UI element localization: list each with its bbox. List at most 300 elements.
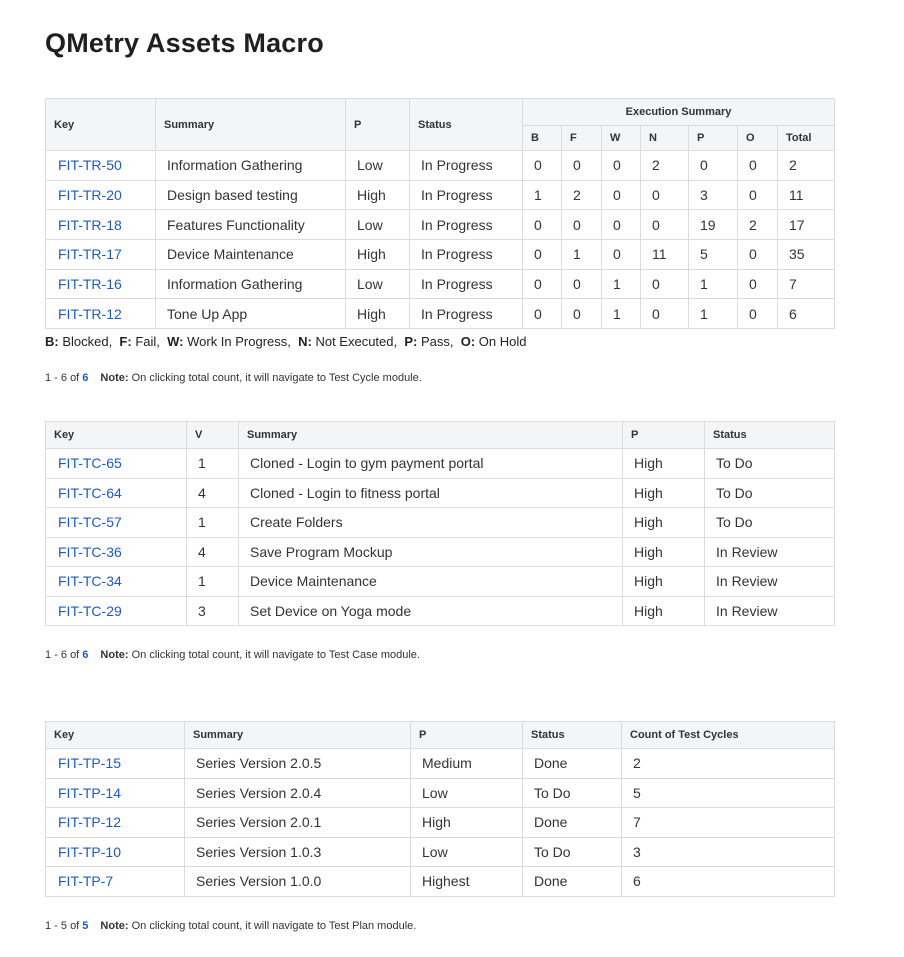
status-cell bbox=[705, 537, 835, 567]
priority-cell bbox=[411, 778, 523, 808]
count-cell bbox=[622, 778, 835, 808]
status-cell bbox=[410, 240, 523, 270]
summary-cell bbox=[185, 837, 411, 867]
priority-cell-value: Low bbox=[357, 276, 383, 293]
summary-cell bbox=[156, 269, 346, 299]
key-cell bbox=[46, 299, 156, 329]
header-status[interactable]: Status bbox=[523, 722, 622, 749]
priority-cell-value: Low bbox=[422, 843, 448, 860]
blocked-cell-value: 1 bbox=[534, 187, 542, 204]
on-hold-cell bbox=[738, 299, 778, 329]
priority-cell-value: High bbox=[634, 484, 663, 501]
key-link[interactable]: FIT-TR-17 bbox=[58, 246, 122, 263]
legend-text: Pass, bbox=[417, 334, 461, 349]
summary-cell-value: Information Gathering bbox=[167, 157, 303, 174]
not-executed-cell bbox=[641, 299, 689, 329]
priority-cell-value: High bbox=[357, 187, 386, 204]
header-total: Total bbox=[778, 126, 835, 151]
summary-cell bbox=[156, 299, 346, 329]
priority-cell bbox=[623, 449, 705, 479]
pass-cell bbox=[689, 151, 738, 181]
legend-text: On Hold bbox=[475, 334, 527, 349]
key-link[interactable]: FIT-TP-7 bbox=[58, 873, 114, 890]
summary-cell-value: Create Folders bbox=[250, 514, 343, 531]
key-cell bbox=[46, 269, 156, 299]
key-link[interactable]: FIT-TR-16 bbox=[58, 276, 122, 293]
blocked-cell-value: 0 bbox=[534, 305, 542, 322]
wip-cell-value: 0 bbox=[613, 246, 621, 263]
key-cell bbox=[46, 867, 185, 897]
summary-cell bbox=[185, 808, 411, 838]
legend-text: Fail, bbox=[131, 334, 168, 349]
summary-cell-value: Cloned - Login to gym payment portal bbox=[250, 455, 484, 472]
not-executed-cell-value: 0 bbox=[652, 305, 660, 322]
header-summary[interactable]: Summary bbox=[239, 422, 623, 449]
note-text: On clicking total count, it will navigate to Test Cycle module. bbox=[128, 372, 422, 384]
version-cell bbox=[187, 508, 239, 538]
test-cycle-table bbox=[45, 98, 835, 329]
status-cell-value: To Do bbox=[716, 514, 753, 531]
version-cell-value: 3 bbox=[198, 602, 206, 619]
note-label: Note: bbox=[100, 649, 129, 661]
status-cell bbox=[523, 808, 622, 838]
table-row bbox=[46, 749, 835, 779]
key-cell bbox=[46, 478, 187, 508]
not-executed-cell bbox=[641, 269, 689, 299]
table-row bbox=[46, 449, 835, 479]
fail-cell-value: 0 bbox=[573, 216, 581, 233]
table-row bbox=[46, 151, 835, 181]
summary-cell-value: Set Device on Yoga mode bbox=[250, 602, 412, 619]
legend-text: Blocked, bbox=[58, 334, 120, 349]
status-cell-value: In Progress bbox=[421, 187, 493, 204]
total-cell bbox=[778, 210, 835, 240]
table-row bbox=[46, 567, 835, 597]
table-row bbox=[46, 778, 835, 808]
status-cell bbox=[523, 778, 622, 808]
key-link[interactable]: FIT-TR-50 bbox=[58, 157, 122, 174]
priority-cell bbox=[623, 596, 705, 626]
pager-total-link[interactable]: 5 bbox=[82, 920, 89, 932]
pass-cell bbox=[689, 210, 738, 240]
not-executed-cell bbox=[641, 151, 689, 181]
header-key[interactable]: Key bbox=[46, 99, 156, 151]
header-priority[interactable]: P bbox=[623, 422, 705, 449]
status-cell-value: In Progress bbox=[421, 246, 493, 263]
blocked-cell bbox=[523, 210, 562, 240]
summary-cell bbox=[185, 778, 411, 808]
priority-cell-value: High bbox=[634, 543, 663, 560]
priority-cell-value: Low bbox=[422, 784, 448, 801]
legend-abbr: O: bbox=[460, 334, 476, 349]
test-case-pager bbox=[45, 649, 420, 661]
blocked-cell bbox=[523, 240, 562, 270]
not-executed-cell-value: 0 bbox=[652, 216, 660, 233]
summary-cell bbox=[185, 749, 411, 779]
key-link[interactable]: FIT-TP-10 bbox=[58, 843, 122, 860]
status-cell bbox=[705, 596, 835, 626]
version-cell bbox=[187, 567, 239, 597]
table-row bbox=[46, 240, 835, 270]
summary-cell-value: Design based testing bbox=[167, 187, 298, 204]
total-cell-value[interactable]: 2 bbox=[789, 157, 797, 174]
key-cell bbox=[46, 151, 156, 181]
fail-cell bbox=[562, 210, 602, 240]
total-cell bbox=[778, 299, 835, 329]
summary-cell-value: Cloned - Login to fitness portal bbox=[250, 484, 440, 501]
pager-total-link[interactable]: 6 bbox=[82, 372, 89, 384]
status-cell bbox=[705, 508, 835, 538]
pager-total-link[interactable]: 6 bbox=[82, 649, 89, 661]
not-executed-cell-value: 0 bbox=[652, 187, 660, 204]
legend-abbr: W: bbox=[167, 334, 184, 349]
header-priority[interactable]: P bbox=[411, 722, 523, 749]
key-link[interactable]: FIT-TP-12 bbox=[58, 814, 122, 831]
header-status[interactable]: Status bbox=[410, 99, 523, 151]
priority-cell-value: High bbox=[634, 602, 663, 619]
pass-cell-value: 1 bbox=[700, 276, 708, 293]
status-cell bbox=[523, 749, 622, 779]
priority-cell bbox=[346, 240, 410, 270]
priority-cell bbox=[346, 210, 410, 240]
pass-cell-value: 0 bbox=[700, 157, 708, 174]
summary-cell bbox=[239, 537, 623, 567]
fail-cell-value: 2 bbox=[573, 187, 581, 204]
total-cell bbox=[778, 269, 835, 299]
priority-cell-value: High bbox=[357, 246, 386, 263]
wip-cell bbox=[602, 299, 641, 329]
table-row bbox=[46, 867, 835, 897]
blocked-cell bbox=[523, 299, 562, 329]
blocked-cell-value: 0 bbox=[534, 216, 542, 233]
fail-cell bbox=[562, 180, 602, 210]
table-row bbox=[46, 596, 835, 626]
blocked-cell bbox=[523, 269, 562, 299]
header-not-executed: N bbox=[641, 126, 689, 151]
summary-cell-value: Series Version 1.0.3 bbox=[196, 843, 322, 860]
summary-cell bbox=[239, 449, 623, 479]
pass-cell bbox=[689, 240, 738, 270]
wip-cell bbox=[602, 151, 641, 181]
status-cell bbox=[410, 210, 523, 240]
summary-cell bbox=[156, 151, 346, 181]
key-link[interactable]: FIT-TC-64 bbox=[58, 484, 122, 501]
blocked-cell-value: 0 bbox=[534, 157, 542, 174]
total-cell-value[interactable]: 7 bbox=[789, 276, 797, 293]
not-executed-cell-value: 0 bbox=[652, 276, 660, 293]
status-cell bbox=[705, 567, 835, 597]
status-cell-value: In Review bbox=[716, 573, 778, 590]
total-cell-value[interactable]: 35 bbox=[789, 246, 805, 263]
on-hold-cell bbox=[738, 151, 778, 181]
status-cell bbox=[523, 867, 622, 897]
test-plan-pager bbox=[45, 920, 416, 932]
priority-cell bbox=[411, 867, 523, 897]
pass-cell bbox=[689, 269, 738, 299]
fail-cell bbox=[562, 151, 602, 181]
priority-cell bbox=[623, 478, 705, 508]
header-priority[interactable]: P bbox=[346, 99, 410, 151]
total-cell-value[interactable]: 17 bbox=[789, 216, 805, 233]
on-hold-cell bbox=[738, 240, 778, 270]
version-cell bbox=[187, 596, 239, 626]
status-cell-value: Done bbox=[534, 873, 568, 890]
priority-cell bbox=[411, 808, 523, 838]
on-hold-cell-value: 0 bbox=[749, 305, 757, 322]
wip-cell-value: 0 bbox=[613, 157, 621, 174]
key-link[interactable]: FIT-TC-65 bbox=[58, 455, 122, 472]
fail-cell bbox=[562, 299, 602, 329]
not-executed-cell-value: 2 bbox=[652, 157, 660, 174]
status-cell-value: In Progress bbox=[421, 216, 493, 233]
key-link[interactable]: FIT-TC-29 bbox=[58, 602, 122, 619]
wip-cell bbox=[602, 240, 641, 270]
total-cell-value[interactable]: 6 bbox=[789, 305, 797, 322]
pager-range: 1 - 6 of bbox=[45, 649, 83, 661]
header-key[interactable]: Key bbox=[46, 722, 185, 749]
status-cell bbox=[705, 478, 835, 508]
count-cell bbox=[622, 837, 835, 867]
table-row bbox=[46, 180, 835, 210]
total-cell bbox=[778, 151, 835, 181]
key-link[interactable]: FIT-TC-36 bbox=[58, 543, 122, 560]
on-hold-cell-value: 0 bbox=[749, 276, 757, 293]
priority-cell-value: Highest bbox=[422, 873, 470, 890]
on-hold-cell-value: 0 bbox=[749, 157, 757, 174]
status-cell-value: To Do bbox=[534, 843, 571, 860]
status-cell-value: Done bbox=[534, 755, 568, 772]
on-hold-cell-value: 2 bbox=[749, 216, 757, 233]
execution-legend bbox=[45, 334, 526, 349]
count-cell-value: 6 bbox=[633, 873, 641, 890]
version-cell-value: 1 bbox=[198, 514, 206, 531]
page-title: QMetry Assets Macro bbox=[45, 28, 324, 58]
header-count-test-cycles[interactable]: Count of Test Cycles bbox=[622, 722, 835, 749]
test-case-table bbox=[45, 421, 835, 626]
blocked-cell-value: 0 bbox=[534, 276, 542, 293]
priority-cell bbox=[623, 508, 705, 538]
summary-cell bbox=[239, 596, 623, 626]
key-cell bbox=[46, 808, 185, 838]
table-row bbox=[46, 837, 835, 867]
version-cell bbox=[187, 537, 239, 567]
version-cell-value: 1 bbox=[198, 573, 206, 590]
not-executed-cell bbox=[641, 210, 689, 240]
status-cell bbox=[410, 269, 523, 299]
on-hold-cell-value: 0 bbox=[749, 187, 757, 204]
legend-abbr: F: bbox=[119, 334, 132, 349]
pass-cell bbox=[689, 180, 738, 210]
total-cell bbox=[778, 180, 835, 210]
test-cycle-pager bbox=[45, 372, 422, 384]
key-cell bbox=[46, 240, 156, 270]
fail-cell-value: 0 bbox=[573, 157, 581, 174]
summary-cell-value: Series Version 1.0.0 bbox=[196, 873, 322, 890]
key-cell bbox=[46, 749, 185, 779]
version-cell bbox=[187, 478, 239, 508]
key-link[interactable]: FIT-TC-34 bbox=[58, 573, 122, 590]
blocked-cell bbox=[523, 180, 562, 210]
on-hold-cell bbox=[738, 269, 778, 299]
version-cell-value: 1 bbox=[198, 455, 206, 472]
key-cell bbox=[46, 449, 187, 479]
key-cell bbox=[46, 537, 187, 567]
fail-cell-value: 1 bbox=[573, 246, 581, 263]
header-status[interactable]: Status bbox=[705, 422, 835, 449]
legend-abbr: B: bbox=[45, 334, 59, 349]
summary-cell-value: Device Maintenance bbox=[167, 246, 294, 263]
legend-text: Work In Progress, bbox=[183, 334, 299, 349]
key-cell bbox=[46, 180, 156, 210]
summary-cell bbox=[239, 567, 623, 597]
key-link[interactable]: FIT-TR-18 bbox=[58, 216, 122, 233]
count-cell-value: 2 bbox=[633, 755, 641, 772]
summary-cell bbox=[156, 180, 346, 210]
count-cell-value: 3 bbox=[633, 843, 641, 860]
header-blocked: B bbox=[523, 126, 562, 151]
key-link[interactable]: FIT-TC-57 bbox=[58, 514, 122, 531]
on-hold-cell-value: 0 bbox=[749, 246, 757, 263]
key-cell bbox=[46, 778, 185, 808]
table-row bbox=[46, 478, 835, 508]
count-cell bbox=[622, 867, 835, 897]
status-cell-value: Done bbox=[534, 814, 568, 831]
header-summary[interactable]: Summary bbox=[156, 99, 346, 151]
count-cell bbox=[622, 808, 835, 838]
on-hold-cell bbox=[738, 180, 778, 210]
test-plan-table bbox=[45, 721, 835, 897]
priority-cell bbox=[411, 749, 523, 779]
header-fail: F bbox=[562, 126, 602, 151]
status-cell-value: In Progress bbox=[421, 305, 493, 322]
wip-cell-value: 0 bbox=[613, 216, 621, 233]
header-on-hold: O bbox=[738, 126, 778, 151]
wip-cell-value: 1 bbox=[613, 305, 621, 322]
wip-cell-value: 1 bbox=[613, 276, 621, 293]
key-link[interactable]: FIT-TP-14 bbox=[58, 784, 122, 801]
status-cell bbox=[705, 449, 835, 479]
key-cell bbox=[46, 596, 187, 626]
priority-cell bbox=[346, 180, 410, 210]
wip-cell bbox=[602, 180, 641, 210]
summary-cell-value: Series Version 2.0.4 bbox=[196, 784, 322, 801]
key-cell bbox=[46, 210, 156, 240]
key-cell bbox=[46, 567, 187, 597]
status-cell-value: In Progress bbox=[421, 276, 493, 293]
priority-cell-value: Low bbox=[357, 216, 383, 233]
summary-cell bbox=[239, 478, 623, 508]
note-text: On clicking total count, it will navigate to Test Case module. bbox=[128, 649, 420, 661]
table-row bbox=[46, 808, 835, 838]
version-cell-value: 4 bbox=[198, 543, 206, 560]
pass-cell bbox=[689, 299, 738, 329]
pass-cell-value: 19 bbox=[700, 216, 716, 233]
fail-cell-value: 0 bbox=[573, 305, 581, 322]
header-pass: P bbox=[689, 126, 738, 151]
fail-cell bbox=[562, 240, 602, 270]
priority-cell bbox=[623, 537, 705, 567]
table-row bbox=[46, 537, 835, 567]
note-label: Note: bbox=[100, 372, 129, 384]
summary-cell-value: Device Maintenance bbox=[250, 573, 377, 590]
not-executed-cell bbox=[641, 240, 689, 270]
wip-cell-value: 0 bbox=[613, 187, 621, 204]
blocked-cell-value: 0 bbox=[534, 246, 542, 263]
key-link[interactable]: FIT-TR-20 bbox=[58, 187, 122, 204]
wip-cell bbox=[602, 269, 641, 299]
count-cell bbox=[622, 749, 835, 779]
status-cell-value: To Do bbox=[716, 484, 753, 501]
header-version[interactable]: V bbox=[187, 422, 239, 449]
key-link[interactable]: FIT-TP-15 bbox=[58, 755, 122, 772]
header-wip: W bbox=[602, 126, 641, 151]
priority-cell bbox=[623, 567, 705, 597]
version-cell bbox=[187, 449, 239, 479]
priority-cell bbox=[346, 269, 410, 299]
on-hold-cell bbox=[738, 210, 778, 240]
summary-cell-value: Series Version 2.0.5 bbox=[196, 755, 322, 772]
pass-cell-value: 3 bbox=[700, 187, 708, 204]
total-cell-value[interactable]: 11 bbox=[789, 187, 804, 204]
not-executed-cell bbox=[641, 180, 689, 210]
summary-cell-value: Save Program Mockup bbox=[250, 543, 393, 560]
priority-cell bbox=[346, 299, 410, 329]
status-cell bbox=[410, 151, 523, 181]
key-link[interactable]: FIT-TR-12 bbox=[58, 305, 122, 322]
legend-abbr: P: bbox=[404, 334, 418, 349]
version-cell-value: 4 bbox=[198, 484, 206, 501]
status-cell bbox=[410, 299, 523, 329]
summary-cell bbox=[156, 240, 346, 270]
priority-cell bbox=[411, 837, 523, 867]
table-row bbox=[46, 269, 835, 299]
summary-cell bbox=[156, 210, 346, 240]
priority-cell-value: Medium bbox=[422, 755, 472, 772]
not-executed-cell-value: 11 bbox=[652, 246, 667, 263]
key-cell bbox=[46, 837, 185, 867]
total-cell bbox=[778, 240, 835, 270]
table-row bbox=[46, 508, 835, 538]
note-text: On clicking total count, it will navigate to Test Plan module. bbox=[128, 920, 417, 932]
status-cell-value: To Do bbox=[534, 784, 571, 801]
table-row bbox=[46, 299, 835, 329]
pager-range: 1 - 6 of bbox=[45, 372, 83, 384]
summary-cell bbox=[185, 867, 411, 897]
summary-cell-value: Features Functionality bbox=[167, 216, 305, 233]
key-cell bbox=[46, 508, 187, 538]
count-cell-value: 7 bbox=[633, 814, 641, 831]
fail-cell bbox=[562, 269, 602, 299]
header-summary[interactable]: Summary bbox=[185, 722, 411, 749]
legend-abbr: N: bbox=[298, 334, 312, 349]
count-cell-value: 5 bbox=[633, 784, 641, 801]
table-row bbox=[46, 210, 835, 240]
status-cell-value: In Review bbox=[716, 543, 778, 560]
legend-text: Not Executed, bbox=[311, 334, 405, 349]
summary-cell bbox=[239, 508, 623, 538]
blocked-cell bbox=[523, 151, 562, 181]
priority-cell-value: High bbox=[634, 514, 663, 531]
priority-cell-value: Low bbox=[357, 157, 383, 174]
status-cell bbox=[523, 837, 622, 867]
priority-cell-value: High bbox=[634, 455, 663, 472]
priority-cell bbox=[346, 151, 410, 181]
header-key[interactable]: Key bbox=[46, 422, 187, 449]
pass-cell-value: 5 bbox=[700, 246, 708, 263]
summary-cell-value: Tone Up App bbox=[167, 305, 248, 322]
header-execution-summary: Execution Summary bbox=[523, 99, 835, 126]
status-cell-value: In Progress bbox=[421, 157, 493, 174]
